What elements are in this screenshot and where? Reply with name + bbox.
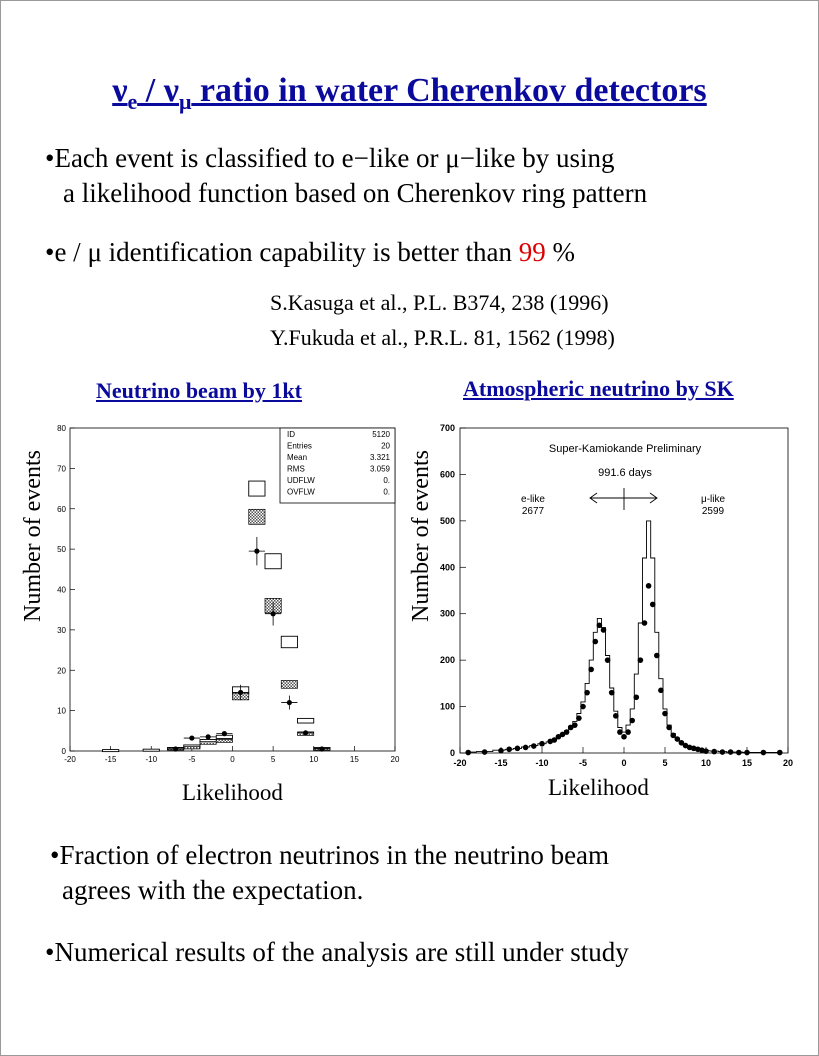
- stat-name: ID: [287, 430, 295, 439]
- x-tick-label: -15: [494, 758, 508, 768]
- hatched-box: [184, 747, 200, 749]
- y-tick-label: 80: [57, 424, 66, 433]
- hatched-box: [281, 680, 297, 688]
- data-point: [482, 749, 488, 755]
- right-plot-xlabel: Likelihood: [548, 775, 649, 800]
- data-point: [650, 602, 656, 608]
- data-point: [605, 657, 611, 663]
- y-tick-label: 50: [57, 545, 66, 555]
- data-point: [572, 722, 578, 728]
- data-point: [564, 729, 570, 735]
- x-tick-label: -5: [578, 758, 588, 768]
- data-point: [539, 741, 545, 747]
- sk-header: Super-Kamiokande Preliminary: [548, 443, 702, 455]
- data-point: [642, 620, 648, 626]
- data-point: [506, 746, 512, 752]
- x-tick-label: 0: [230, 755, 235, 764]
- y-tick-label: 30: [57, 625, 66, 635]
- data-point: [720, 749, 726, 755]
- stat-value: 5120: [372, 430, 390, 439]
- y-tick-label: 500: [439, 515, 455, 526]
- reference-2: Y.Fukuda et al., P.R.L. 81, 1562 (1998): [270, 325, 615, 350]
- data-point: [638, 657, 644, 663]
- bullet-fraction-line2: agrees with the expectation.: [62, 875, 364, 906]
- identification-value: 99: [518, 237, 546, 267]
- hatched-box: [216, 739, 232, 742]
- bullet-classification-line2: a likelihood function based on Cherenkov ring pattern: [63, 178, 648, 209]
- data-point: [576, 715, 582, 721]
- elike-count: 2677: [521, 506, 545, 517]
- right-plot-ylabel: Number of events: [408, 450, 434, 622]
- data-point: [465, 750, 471, 756]
- data-point: [580, 704, 586, 710]
- data-point: [531, 743, 537, 749]
- x-tick-label: 20: [782, 758, 794, 768]
- x-tick-label: 5: [662, 758, 668, 768]
- data-point: [303, 730, 308, 735]
- data-point: [777, 750, 783, 756]
- mc-histogram: [466, 521, 782, 753]
- data-point: [629, 718, 635, 724]
- sk-days: 991.6 days: [598, 467, 652, 479]
- separation-arrow: [590, 488, 657, 510]
- x-tick-label: -10: [145, 755, 158, 764]
- y-tick-label: 20: [57, 666, 66, 676]
- left-plot-ylabel: Number of events: [20, 450, 46, 622]
- elike-label: e-like: [521, 494, 545, 505]
- mulike-count: 2599: [701, 506, 725, 517]
- reference-1: S.Kasuga et al., P.L. B374, 238 (1996): [270, 290, 609, 315]
- data-point: [666, 725, 672, 731]
- x-tick-label: -10: [535, 758, 549, 768]
- data-point: [658, 688, 664, 694]
- data-point: [601, 627, 607, 633]
- data-point: [736, 750, 742, 756]
- data-point: [222, 731, 227, 736]
- data-point: [189, 735, 194, 740]
- data-point: [711, 749, 717, 755]
- data-point: [523, 745, 529, 751]
- data-point: [654, 653, 660, 659]
- x-tick-label: 10: [700, 758, 712, 768]
- data-point: [206, 734, 211, 739]
- data-point: [617, 729, 623, 735]
- x-tick-label: 0: [621, 758, 627, 768]
- bullet-fraction: [50, 838, 609, 908]
- open-box: [281, 636, 297, 647]
- bullet-classification: [45, 141, 647, 211]
- stat-value: 20: [381, 441, 390, 451]
- data-point: [254, 549, 259, 554]
- x-tick-label: -20: [453, 758, 467, 768]
- open-box: [103, 750, 119, 752]
- data-point: [646, 583, 652, 589]
- left-plot-xlabel: Likelihood: [182, 780, 283, 805]
- stat-name: RMS: [287, 464, 305, 474]
- x-tick-label: 15: [349, 755, 359, 764]
- bullet-classification-line1: •Each event is classified to e−like or μ−like by using: [45, 143, 615, 173]
- stat-name: Mean: [287, 453, 308, 462]
- data-point: [173, 746, 178, 751]
- y-tick-label: 400: [439, 562, 455, 573]
- data-point: [613, 713, 619, 719]
- bullet-numerical: •Numerical results of the analysis are still under study: [45, 937, 629, 967]
- data-point: [271, 611, 276, 616]
- stat-value: 3.321: [369, 453, 390, 462]
- data-point: [609, 690, 615, 696]
- x-tick-label: 15: [741, 758, 753, 768]
- data-point: [703, 748, 709, 754]
- hatched-box: [200, 742, 216, 745]
- y-tick-label: 40: [57, 585, 66, 595]
- data-point: [588, 667, 594, 673]
- bullet-fraction-line1: •Fraction of electron neutrinos in the neutrino beam: [50, 840, 610, 870]
- data-point: [287, 700, 292, 705]
- data-point: [662, 711, 668, 717]
- y-tick-label: 0: [61, 747, 66, 756]
- data-point: [238, 690, 243, 695]
- x-tick-label: 20: [390, 755, 400, 764]
- stat-value: 0.: [383, 476, 390, 485]
- data-point: [498, 748, 504, 754]
- data-point: [319, 746, 324, 751]
- y-tick-label: 200: [439, 655, 455, 666]
- stat-name: OVFLW: [287, 487, 315, 497]
- open-box: [265, 554, 281, 569]
- data-point: [597, 623, 603, 629]
- slide-title: $\nu_e / \nu_\mu$ ratio in water Cherenkov detectors: [112, 72, 707, 114]
- x-tick-label: -20: [64, 755, 76, 764]
- data-point: [761, 750, 767, 756]
- x-tick-label: -15: [104, 755, 117, 764]
- data-point: [584, 690, 590, 696]
- data-point: [625, 729, 631, 735]
- y-tick-label: 0: [449, 748, 455, 758]
- data-point: [515, 746, 521, 752]
- left-chart: [40, 420, 405, 770]
- y-tick-label: 300: [439, 608, 455, 619]
- open-box: [143, 749, 159, 751]
- data-point: [621, 734, 627, 740]
- y-tick-label: 10: [57, 706, 66, 716]
- stat-name: UDFLW: [287, 476, 315, 485]
- hatched-box: [249, 509, 265, 524]
- stat-name: Entries: [287, 441, 312, 451]
- left-stats-box: [280, 428, 395, 503]
- right-plot-heading: Atmospheric neutrino by SK: [463, 376, 734, 401]
- x-tick-label: -5: [188, 755, 196, 764]
- data-point: [593, 639, 599, 645]
- right-chart: [425, 420, 800, 770]
- y-tick-label: 600: [439, 469, 455, 480]
- y-tick-label: 100: [439, 701, 455, 712]
- x-tick-label: 5: [270, 755, 276, 764]
- open-box: [298, 718, 314, 723]
- stat-value: 0.: [383, 487, 390, 497]
- x-tick-label: 10: [309, 755, 319, 764]
- data-point: [744, 750, 750, 756]
- y-tick-label: 60: [57, 504, 66, 514]
- open-box: [249, 481, 265, 496]
- mulike-label: μ-like: [700, 494, 726, 505]
- stat-value: 3.059: [369, 464, 390, 474]
- left-plot-heading: Neutrino beam by 1kt: [96, 378, 302, 403]
- data-point: [728, 749, 734, 755]
- y-tick-label: 70: [57, 464, 66, 474]
- bullet-identification: •e / μ identification capability is better than 99 %: [45, 237, 576, 267]
- y-tick-label: 700: [439, 423, 455, 433]
- data-point: [634, 694, 640, 700]
